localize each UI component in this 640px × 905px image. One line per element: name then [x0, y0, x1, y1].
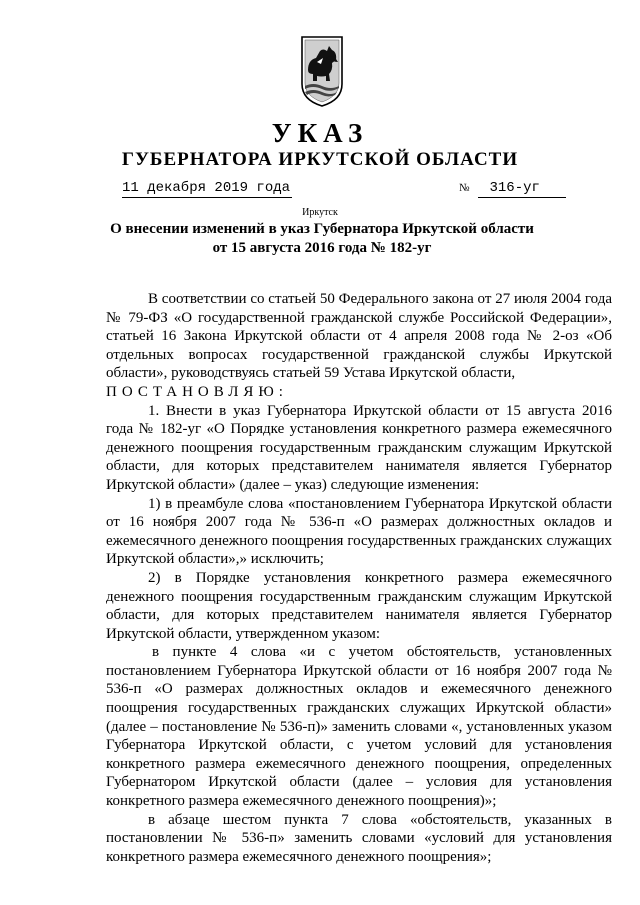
- paragraph-subitem-1: 1) в преамбуле слова «постановлением Губернатора Иркутской области от 16 ноября 2007 года № 536-п «О размерах должностных окладов и ежемесячного денежного поощрения государственных гражданских служащих Иркутской области»,» исключить;: [106, 495, 612, 568]
- paragraph-subitem-2: 2) в Порядке установления конкретного размера ежемесячного денежного поощрения государственным гражданским служащим Иркутской области, для которых представителем нанимателя является Губернатор Иркутской области, утвержденном указом:: [106, 569, 612, 642]
- number-sign: №: [459, 182, 470, 194]
- city-label: Иркутск: [302, 207, 338, 218]
- number-value: 316-уг: [478, 180, 566, 198]
- document-body: [106, 290, 612, 866]
- paragraph-item-1: 1. Внести в указ Губернатора Иркутской области от 15 августа 2016 года № 182-уг «О Порядке установления конкретного размера ежемесячного денежного поощрения государственным гражданским служащим Иркутской области, для которых представителем нанимателя является Губернатор Иркутской области» (далее – указ) следующие изменения:: [106, 402, 612, 493]
- paragraph-preamble: В соответствии со статьей 50 Федерального закона от 27 июля 2004 года № 79-ФЗ «О государственной гражданской службе Российской Федерации», статьей 16 Закона Иркутской области от 4 апреля 2008 года № 2-оз «Об отдельных вопросах государственной гражданской службы Иркутской области», руководствуясь статьей 59 Устава Иркутской области,: [106, 291, 612, 382]
- coat-of-arms-emblem: [299, 34, 345, 108]
- heading-line-2: от 15 августа 2016 года № 182-уг: [212, 240, 432, 256]
- paragraph-point-4: в пункте 4 слова «и с учетом обстоятельств, установленных постановлением Губернатора Иркутской области от 16 ноября 2007 года № 536-п «О размерах должностных окладов и ежемесячного денежного поощрения государственных гражданских служащих Иркутской области» (далее – постановление № 536-п)» заменить словами «, установленных указом Губернатора Иркутской области, с учетом условий для установления конкретного размера ежемесячного денежного поощрения, определенных Губернатором Иркутской области (далее – условия для установления конкретного размера ежемесячного денежного поощрения)»;: [106, 644, 612, 810]
- document-date: [122, 180, 292, 196]
- heading-line-1: О внесении изменений в указ Губернатора Иркутской области: [110, 221, 534, 237]
- document-subtitle: ГУБЕРНАТОРА ИРКУТСКОЙ ОБЛАСТИ: [121, 149, 519, 170]
- date-value: 11 декабря 2019 года: [122, 180, 291, 196]
- paragraph-postanovlyayu: ПОСТАНОВЛЯЮ:: [106, 383, 288, 400]
- paragraph-point-7: в абзаце шестом пункта 7 слова «обстоятельств, указанных в постановлении № 536-п» заменить словами «условий для установления конкретного размера ежемесячного денежного поощрения»;: [106, 811, 612, 865]
- document-title: УКАЗ: [271, 118, 369, 148]
- document-number: [459, 180, 566, 198]
- document-heading: [110, 220, 534, 258]
